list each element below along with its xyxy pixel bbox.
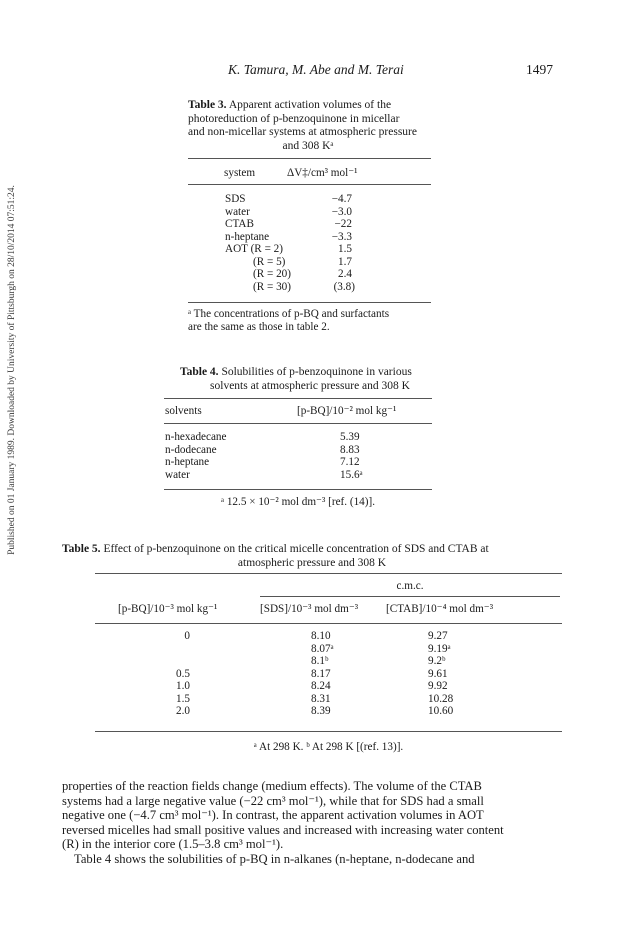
table3-cell: (3.8)	[333, 280, 355, 293]
table5-cell: 8.17	[311, 667, 331, 680]
table5-cell: 2.0	[176, 705, 190, 717]
table5-group-rule	[260, 596, 560, 597]
table3-cell: (R = 30)	[253, 280, 292, 293]
table3-col-header-system: system	[224, 167, 256, 179]
table3-cell: AOT (R = 2)	[225, 243, 283, 255]
body-line: (R) in the interior core (1.5–3.8 cm³ mol⁻¹).	[62, 837, 284, 852]
table4-cell: n-hexadecane	[165, 431, 227, 443]
table5-cell: 8.1ᵇ	[311, 655, 329, 667]
table4-header-rule	[164, 423, 432, 424]
table4-caption-line: Solubilities of p-benzoquinone in various	[221, 366, 412, 378]
table3-cell: SDS	[225, 193, 246, 205]
table3-cell: CTAB	[225, 218, 254, 230]
table5-cell: 1.5	[176, 692, 190, 705]
body-line: systems had a large negative value (−22 cm³ mol⁻¹), while that for SDS had a small	[62, 793, 484, 808]
table4-cell: n-heptane	[165, 456, 210, 468]
table3-cell: (R = 20)	[253, 268, 292, 280]
table5-col-header-ctab: [CTAB]/10⁻⁴ mol dm⁻³	[386, 603, 494, 615]
running-head: K. Tamura, M. Abe and M. Terai	[228, 62, 404, 77]
table5-caption	[62, 543, 562, 570]
table5-caption-line: Effect of p-benzoquinone on the critical micelle concentration of SDS and CTAB at	[103, 543, 489, 555]
table4-cell: 5.39	[340, 431, 360, 443]
table5-header-rule	[95, 623, 562, 624]
table5-bottom-rule	[95, 731, 562, 732]
table4-top-rule	[164, 398, 432, 399]
table5-footnote: ᵃ At 298 K. ᵇ At 298 K [(ref. 13)].	[253, 741, 404, 753]
table5-cell: 10.60	[428, 705, 454, 717]
table5-top-rule	[95, 573, 562, 574]
body-line: Table 4 shows the solubilities of p-BQ in n-alkanes (n-heptane, n-dodecane and	[74, 851, 475, 866]
side-download-note	[0, 0, 24, 936]
table5-cell: 9.92	[428, 680, 448, 692]
table3-label: Table 3.	[188, 99, 227, 111]
table4-caption	[180, 366, 440, 393]
table3-cell: 1.5	[338, 243, 352, 255]
table4-bottom-rule	[164, 489, 432, 490]
table4-cell: 7.12	[340, 456, 360, 468]
table3-caption-line: Apparent activation volumes of the	[228, 99, 392, 111]
table5-cell: 10.28	[428, 692, 454, 705]
table3-cell: −3.0	[331, 205, 352, 218]
table3-caption-line: and non-micellar systems at atmospheric pressure	[188, 126, 417, 138]
table3-footnote-line: are the same as those in table 2.	[188, 321, 330, 333]
table5-cell: 1.0	[176, 680, 190, 692]
table3-cell: −4.7	[331, 193, 352, 205]
table5-group-header: c.m.c.	[396, 580, 424, 592]
table3-cell: −22	[334, 218, 352, 230]
table5-cell: 9.2ᵇ	[428, 655, 446, 667]
table4-cell: water	[165, 468, 190, 481]
table3-cell: 2.4	[338, 268, 352, 280]
body-line: properties of the reaction fields change (medium effects). The volume of the CTAB	[62, 779, 482, 793]
table3-cell: water	[225, 205, 250, 218]
body-line: negative one (−4.7 cm³ mol⁻¹). In contrast, the apparent activation volumes in AOT	[62, 808, 484, 823]
table5-cell: 9.61	[428, 667, 448, 680]
table5-cell: 9.27	[428, 630, 448, 642]
table4-cell: n-dodecane	[165, 443, 217, 456]
table3-cell: −3.3	[331, 230, 352, 243]
table3-top-rule	[188, 158, 431, 159]
table3-col-header-volume: ΔV‡/cm³ mol⁻¹	[287, 167, 358, 179]
table5-col-header-pbq: [p-BQ]/10⁻³ mol kg⁻¹	[118, 603, 218, 615]
page-number: 1497	[526, 62, 553, 77]
table4-cell: 8.83	[340, 443, 360, 456]
body-paragraph	[62, 779, 567, 867]
table3-header-rule	[188, 184, 431, 185]
table3-cell: n-heptane	[225, 230, 270, 243]
table5-label: Table 5.	[62, 543, 101, 555]
body-line: reversed micelles had small positive values and increased with increasing water content	[62, 822, 504, 837]
table4-footnote: ᵃ 12.5 × 10⁻² mol dm⁻³ [ref. (14)].	[220, 496, 376, 508]
table4-col-header-solubility: [p-BQ]/10⁻² mol kg⁻¹	[297, 405, 397, 417]
table5-caption-line: atmospheric pressure and 308 K	[237, 556, 387, 569]
table5-cell: 8.07ᵃ	[311, 642, 334, 655]
table5-cell: 8.39	[311, 705, 331, 717]
table5-cell: 8.31	[311, 692, 331, 705]
table3-cell: (R = 5)	[253, 255, 286, 268]
table4-label: Table 4.	[180, 366, 219, 378]
table3-caption-line: photoreduction of p-benzoquinone in micellar	[188, 112, 400, 125]
table3-caption	[188, 99, 428, 153]
table5-col-header-sds: [SDS]/10⁻³ mol dm⁻³	[260, 603, 359, 615]
table3-footnote-line: ᵃ The concentrations of p-BQ and surfactants	[188, 308, 390, 320]
table5-cell: 0	[184, 630, 190, 642]
table5-cell: 9.19ᵃ	[428, 642, 451, 655]
side-download-note-text: Published on 01 January 1989. Downloaded by University of Pittsburgh on 28/10/2014 07:51:24.	[7, 185, 17, 555]
table4-col-header-solvents: solvents	[165, 405, 202, 417]
table4-caption-line: solvents at atmospheric pressure and 308 K	[210, 379, 410, 392]
table3-caption-line: and 308 Kᵃ	[282, 139, 334, 152]
table4-cell: 15.6ᵃ	[340, 468, 363, 481]
table5-cell: 0.5	[176, 667, 190, 680]
table5-cell: 8.10	[311, 630, 331, 642]
table3-footnote	[188, 308, 433, 334]
table3-cell: 1.7	[338, 255, 352, 268]
table5-cell: 8.24	[311, 680, 331, 692]
table3-bottom-rule	[188, 302, 431, 303]
